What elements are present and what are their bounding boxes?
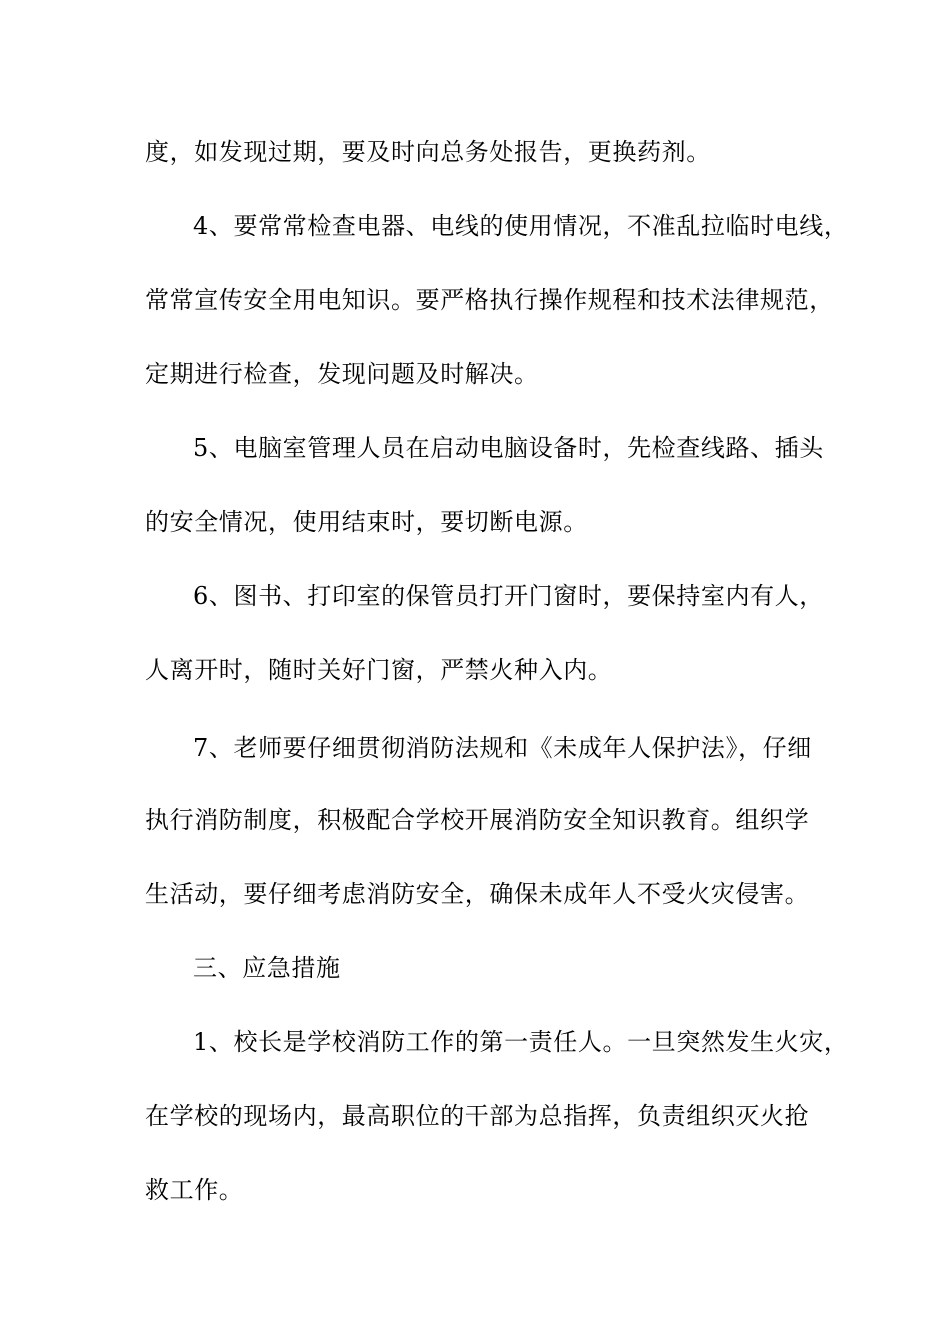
text-line: 4、要常常检查电器、电线的使用情况，不准乱拉临时电线， [193,212,849,240]
text-line: 6、图书、打印室的保管员打开门窗时，要保持室内有人， [193,582,824,610]
text-line: 5、电脑室管理人员在启动电脑设备时，先检查线路、插头 [193,434,824,462]
text-line: 救工作。 [145,1176,244,1204]
text-line: 在学校的现场内，最高职位的干部为总指挥，负责组织灭火抢 [145,1102,810,1130]
text-line: 1、校长是学校消防工作的第一责任人。一旦突然发生火灾， [193,1028,849,1056]
text-line: 人离开时，随时关好门窗，严禁火种入内。 [145,656,613,684]
text-line: 定期进行检查，发现问题及时解决。 [145,360,539,388]
text-line: 7、老师要仔细贯彻消防法规和《未成年人保护法》，仔细 [193,734,812,762]
text-line: 的安全情况，使用结束时，要切断电源。 [145,508,588,536]
text-line: 度，如发现过期，要及时向总务处报告，更换药剂。 [145,138,711,166]
text-line: 生活动，要仔细考虑消防安全，确保未成年人不受火灾侵害。 [145,880,810,908]
text-line: 常常宣传安全用电知识。要严格执行操作规程和技术法律规范， [145,286,834,314]
text-line: 执行消防制度，积极配合学校开展消防安全知识教育。组织学 [145,806,810,834]
section-heading: 三、应急措施 [193,954,341,982]
